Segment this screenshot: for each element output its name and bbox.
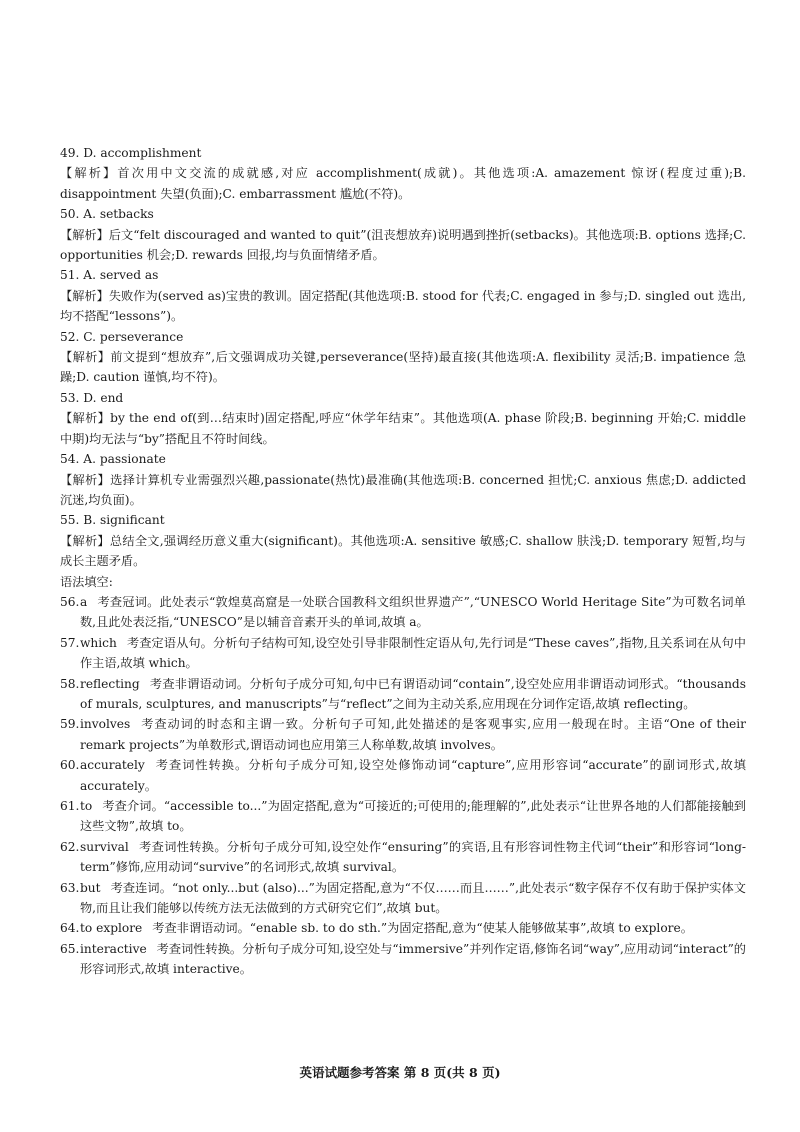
item-number: 57.: [60, 635, 80, 650]
cloze-item-49: [60, 143, 746, 204]
answer-word: survival: [80, 839, 129, 854]
item-number: 58.: [60, 676, 80, 691]
explanation: 【解析】前文提到“想放弃”,后文强调成功关键,perseverance(坚持)最直接(其他选项:A. flexibility 灵活;B. impatience 急躁;D. caution 谨慎,均不符)。: [60, 350, 746, 385]
page-footer: 英语试题参考答案 第 8 页(共 8 页): [299, 1065, 501, 1080]
item-number: 51.: [60, 268, 80, 283]
section-title: 语法填空:: [60, 574, 113, 589]
grammar-item-62: [60, 837, 746, 878]
item-number: 53.: [60, 390, 80, 405]
explanation: 【解析】选择计算机专业需强烈兴趣,passionate(热忱)最准确(其他选项:B. concerned 担忧;C. anxious 焦虑;D. addicted 沉迷,均负面)。: [60, 472, 746, 507]
item-number: 59.: [60, 717, 80, 732]
answer-content: [60, 143, 746, 980]
answer-line: [60, 204, 746, 224]
grammar-item-63: [60, 878, 746, 919]
answer-line: [60, 327, 746, 347]
answer-choice: D. accomplishment: [83, 146, 202, 160]
item-number: 55.: [60, 513, 80, 528]
explanation: 考查词性转换。分析句子成分可知,设空处作“ensuring”的宾语,且有形容词性物主代词“their”和形容词“long-term”修饰,应用动词“survive”的名词形式,故填 survival。: [80, 839, 746, 875]
answer-word: involves: [80, 717, 131, 732]
answer-word: reflecting: [80, 676, 140, 691]
answer-choice: C. perseverance: [83, 329, 184, 344]
grammar-item-64: [60, 918, 746, 938]
item-number: 49.: [60, 146, 80, 160]
cloze-item-52: [60, 327, 746, 388]
item-number: 65.: [60, 941, 80, 956]
cloze-item-50: [60, 204, 746, 265]
item-number: 54.: [60, 452, 80, 467]
explanation: 考查非谓语动词。分析句子成分可知,句中已有谓语动词“contain”,设空处应用非谓语动词形式。“thousands of murals, sculptures, and manuscripts”与“reflect”之间为主动关系,应用现在分词作定语,故填 reflecting。: [80, 676, 746, 711]
answer-word: to: [80, 799, 93, 813]
explanation: 考查词性转换。分析句子成分可知,设空处与“immersive”并列作定语,修饰名词“way”,应用动词“interact”的形容词形式,故填 interactive。: [80, 941, 746, 977]
cloze-item-53: [60, 388, 746, 449]
answer-line: [60, 449, 746, 469]
answer-line: [60, 143, 746, 163]
explanation: 考查冠词。此处表示“敦煌莫高窟是一处联合国教科文组织世界遗产”,“UNESCO World Heritage Site”为可数名词单数,且此处表泛指,“UNESCO”是以辅音音素开头的单词,故填 a。: [80, 594, 746, 630]
item-number: 50.: [60, 207, 80, 222]
answer-choice: A. served as: [83, 268, 159, 283]
cloze-item-54: [60, 449, 746, 510]
answer-choice: B. significant: [83, 513, 165, 528]
cloze-item-55: [60, 510, 746, 571]
explanation: 考查非谓语动词。“enable sb. to do sth.”为固定搭配,意为“使某人能够做某事”,故填 to explore。: [152, 921, 693, 936]
answer-word: interactive: [80, 941, 147, 956]
answer-choice: A. passionate: [83, 452, 166, 467]
explanation: 考查连词。“not only...but (also)...”为固定搭配,意为“不仅……而且……”,此处表示“数字保存不仅有助于保护实体文物,而且让我们能够以传统方法无法做到的方式研究它们”,故填 but。: [80, 880, 746, 916]
explanation: 【解析】首次用中文交流的成就感,对应 accomplishment(成就)。其他选项:A. amazement 惊讶(程度过重);B. disappointment 失望(负面);C. embarrassment 尴尬(不符)。: [60, 166, 746, 201]
grammar-item-61: [60, 796, 746, 837]
answer-word: a: [80, 594, 88, 609]
explanation: 考查定语从句。分析句子结构可知,设空处引导非限制性定语从句,先行词是“These caves”,指物,且关系词在从句中作主语,故填 which。: [80, 635, 746, 671]
grammar-item-65: [60, 939, 746, 980]
item-number: 52.: [60, 329, 80, 344]
explanation: 考查词性转换。分析句子成分可知,设空处修饰动词“capture”,应用形容词“accurate”的副词形式,故填 accurately。: [80, 758, 746, 793]
answer-word: which: [80, 635, 117, 650]
item-number: 63.: [60, 880, 80, 895]
item-number: 62.: [60, 839, 80, 854]
grammar-item-56: [60, 592, 746, 633]
answer-word: but: [80, 880, 101, 895]
explanation: 【解析】总结全文,强调经历意义重大(significant)。其他选项:A. sensitive 敏感;C. shallow 肤浅;D. temporary 短暂,均与成长主题矛盾。: [60, 533, 746, 569]
item-number: 61.: [60, 799, 80, 813]
grammar-item-58: [60, 674, 746, 715]
explanation: 【解析】by the end of(到…结束时)固定搭配,呼应“休学年结束”。其他选项(A. phase 阶段;B. beginning 开始;C. middle 中期)均无法与“by”搭配且不符时间线。: [60, 411, 746, 446]
item-number: 60.: [60, 758, 80, 773]
answer-line: [60, 510, 746, 530]
item-number: 56.: [60, 594, 80, 609]
answer-line: [60, 388, 746, 408]
grammar-item-59: [60, 714, 746, 755]
explanation: 【解析】后文“felt discouraged and wanted to quit”(沮丧想放弃)说明遇到挫折(setbacks)。其他选项:B. options 选择;C. opportunities 机会;D. rewards 回报,均与负面情绪矛盾。: [60, 227, 746, 263]
answer-choice: D. end: [83, 390, 124, 405]
explanation: 考查动词的时态和主谓一致。分析句子可知,此处描述的是客观事实,应用一般现在时。主语“One of their remark projects”为单数形式,谓语动词也应用第三人称单数,故填 involves。: [80, 717, 746, 752]
answer-word: to explore: [80, 921, 143, 936]
answer-line: [60, 265, 746, 285]
grammar-item-57: [60, 633, 746, 674]
cloze-item-51: [60, 265, 746, 326]
item-number: 64.: [60, 921, 80, 936]
explanation: 考查介词。“accessible to...”为固定搭配,意为“可接近的;可使用的;能理解的”,此处表示“让世界各地的人们都能接触到这些文物”,故填 to。: [80, 799, 746, 834]
answer-word: accurately: [80, 758, 145, 773]
explanation: 【解析】失败作为(served as)宝贵的教训。固定搭配(其他选项:B. stood for 代表;C. engaged in 参与;D. singled out 选出,均不搭配“lessons”)。: [60, 288, 746, 324]
grammar-item-60: [60, 755, 746, 796]
answer-choice: A. setbacks: [83, 207, 154, 222]
